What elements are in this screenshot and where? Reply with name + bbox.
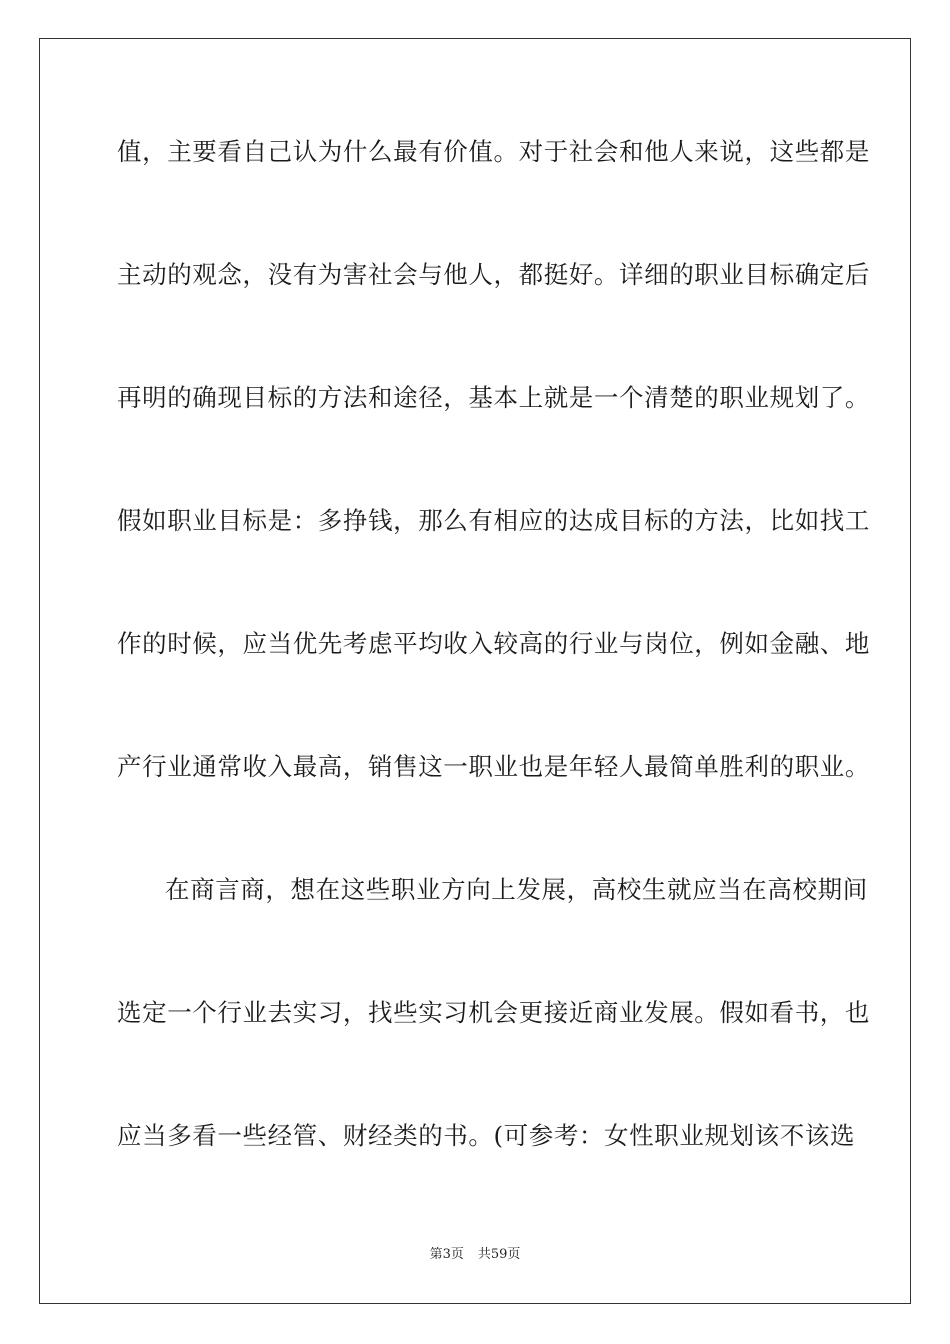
body-text-line: 值，主要看自己认为什么最有价值。对于社会和他人来说，这些都是 <box>117 137 870 166</box>
body-text-line: 选定一个行业去实习，找些实习机会更接近商业发展。假如看书，也 <box>117 998 870 1027</box>
body-text-line: 应当多看一些经管、财经类的书。(可参考：女性职业规划该不该选 <box>117 1121 856 1150</box>
body-text-line: 作的时候，应当优先考虑平均收入较高的行业与岗位，例如金融、地 <box>117 629 870 658</box>
paragraph-start-line: 在商言商，想在这些职业方向上发展，高校生就应当在高校期间 <box>165 875 868 904</box>
body-text-line: 再明的确现目标的方法和途径，基本上就是一个清楚的职业规划了。 <box>117 383 870 412</box>
body-text-line: 假如职业目标是：多挣钱，那么有相应的达成目标的方法，比如找工 <box>117 506 870 535</box>
page-border <box>39 38 911 1304</box>
page-number: 第3页 <box>429 1247 464 1262</box>
body-text-line: 产行业通常收入最高，销售这一职业也是年轻人最简单胜利的职业。 <box>117 752 870 781</box>
body-text-line: 主动的观念，没有为害社会与他人，都挺好。详细的职业目标确定后 <box>117 260 870 289</box>
page-total: 共59页 <box>477 1247 521 1262</box>
page-footer <box>0 1246 950 1264</box>
